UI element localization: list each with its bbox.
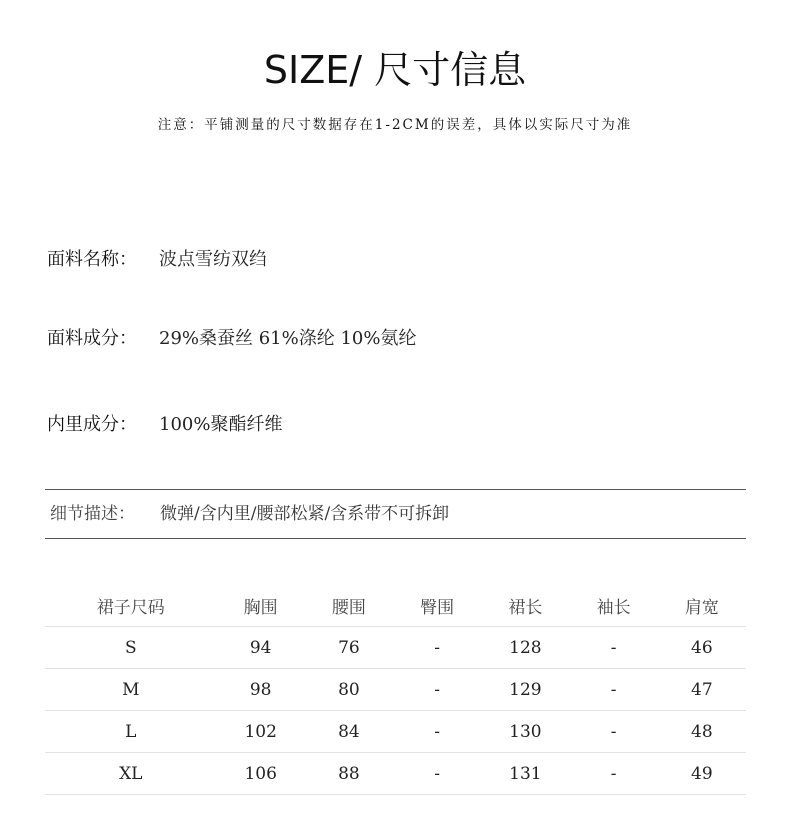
cell-skirt-length: 130 xyxy=(481,711,569,753)
header-bust: 胸围 xyxy=(217,585,305,627)
cell-skirt-length: 128 xyxy=(481,627,569,669)
cell-sleeve-length: - xyxy=(570,711,658,753)
cell-waist: 80 xyxy=(305,669,393,711)
table-header-row xyxy=(45,585,746,627)
size-chart-table xyxy=(45,585,746,795)
cell-shoulder-width: 49 xyxy=(658,753,746,795)
cell-hip: - xyxy=(393,627,481,669)
cell-skirt-length: 131 xyxy=(481,753,569,795)
cell-sleeve-length: - xyxy=(570,753,658,795)
cell-waist: 76 xyxy=(305,627,393,669)
header-sleeve-length: 袖长 xyxy=(570,585,658,627)
cell-bust: 106 xyxy=(217,753,305,795)
table-row xyxy=(45,753,746,795)
header-waist: 腰围 xyxy=(305,585,393,627)
lining-composition-label: 内里成分： xyxy=(47,414,137,435)
fabric-name-row xyxy=(47,247,267,273)
cell-skirt-length: 129 xyxy=(481,669,569,711)
cell-bust: 102 xyxy=(217,711,305,753)
cell-shoulder-width: 47 xyxy=(658,669,746,711)
cell-bust: 94 xyxy=(217,627,305,669)
cell-waist: 84 xyxy=(305,711,393,753)
measurement-note: 注意：平铺测量的尺寸数据存在1-2CM的误差，具体以实际尺寸为准 xyxy=(157,117,633,133)
fabric-composition-value: 29%桑蚕丝 61%涤纶 10%氨纶 xyxy=(159,328,417,349)
fabric-composition-label: 面料成分： xyxy=(47,328,137,349)
table-row xyxy=(45,669,746,711)
cell-size: XL xyxy=(45,753,217,795)
detail-description-value: 微弹/含内里/腰部松紧/含系带不可拆卸 xyxy=(160,504,450,524)
cell-size: L xyxy=(45,711,217,753)
header-size: 裙子尺码 xyxy=(45,585,217,627)
cell-hip: - xyxy=(393,669,481,711)
detail-description-row xyxy=(45,489,746,539)
lining-composition-value: 100%聚酯纤维 xyxy=(159,414,283,435)
cell-bust: 98 xyxy=(217,669,305,711)
cell-waist: 88 xyxy=(305,753,393,795)
header-shoulder-width: 肩宽 xyxy=(658,585,746,627)
fabric-name-value: 波点雪纺双绉 xyxy=(159,249,267,270)
cell-hip: - xyxy=(393,711,481,753)
header-hip: 臀围 xyxy=(393,585,481,627)
lining-composition-row xyxy=(47,412,282,438)
cell-size: S xyxy=(45,627,217,669)
page-title: SIZE/ 尺寸信息 xyxy=(263,48,527,92)
fabric-name-label: 面料名称： xyxy=(47,249,137,270)
table-row xyxy=(45,627,746,669)
cell-size: M xyxy=(45,669,217,711)
cell-hip: - xyxy=(393,753,481,795)
detail-description-label: 细节描述： xyxy=(50,504,135,524)
table-row xyxy=(45,711,746,753)
cell-shoulder-width: 48 xyxy=(658,711,746,753)
fabric-composition-row xyxy=(47,326,416,352)
cell-sleeve-length: - xyxy=(570,669,658,711)
cell-shoulder-width: 46 xyxy=(658,627,746,669)
header-skirt-length: 裙长 xyxy=(481,585,569,627)
cell-sleeve-length: - xyxy=(570,627,658,669)
